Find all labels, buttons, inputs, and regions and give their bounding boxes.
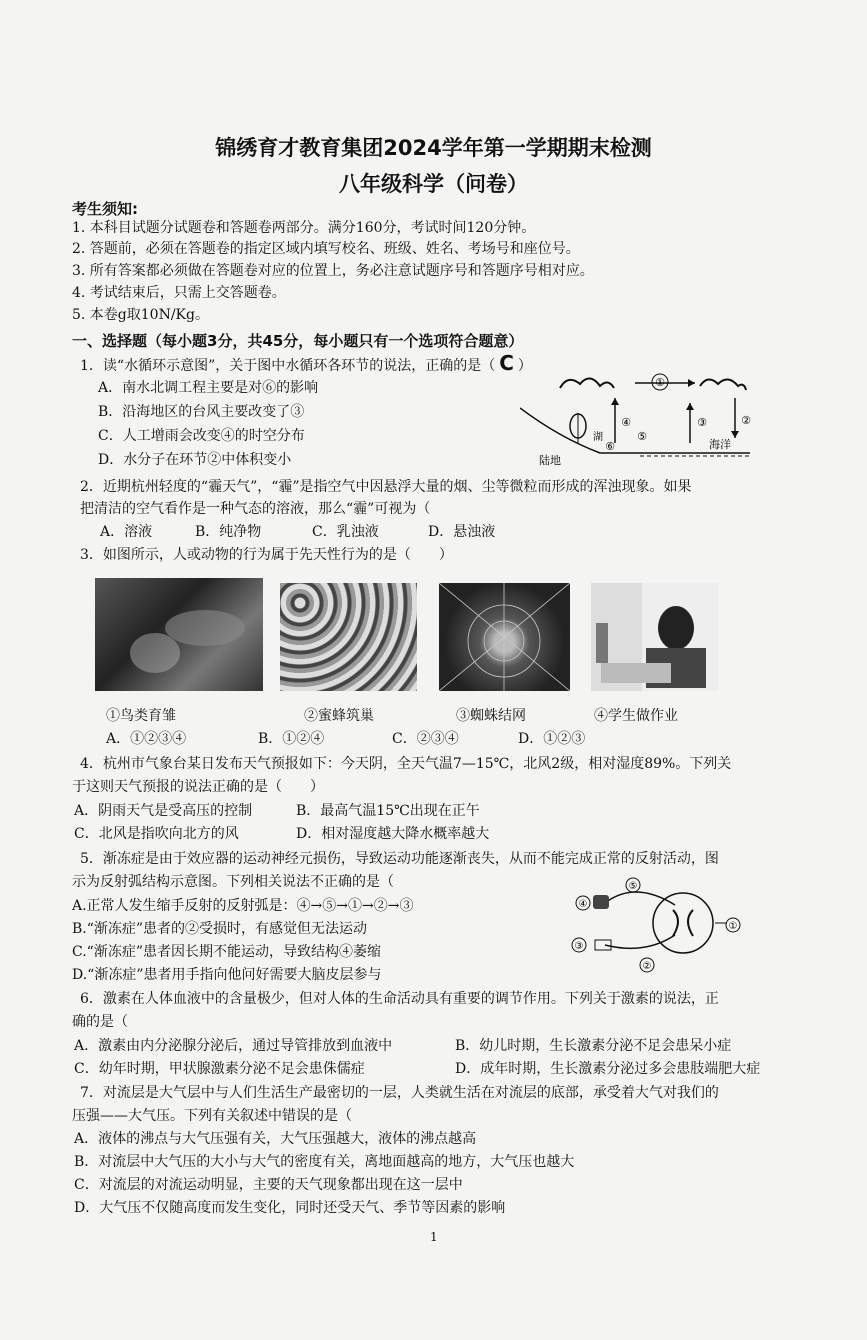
diagram-label: ④ [578, 899, 588, 910]
q1-option-c: C．人工增雨会改变④的时空分布 [98, 428, 305, 444]
bee-honeycomb-photo [280, 583, 417, 691]
page-title: 锦绣育才教育集团2024学年第一学期期末检测 [215, 136, 652, 160]
diagram-label: ③ [574, 941, 584, 952]
q3-option-c: C．②③④ [392, 731, 459, 747]
page-subtitle: 八年级科学（问卷） [339, 172, 528, 196]
q3-option-d: D．①②③ [518, 731, 586, 747]
diagram-label: ① [655, 376, 665, 389]
q5-option-c: C.“渐冻症”患者因长期不能运动，导致结构④萎缩 [72, 944, 381, 960]
page-number: 1 [430, 1230, 438, 1244]
q6-option-c: C．幼年时期，甲状腺激素分泌不足会患侏儒症 [74, 1061, 365, 1077]
q2-option-c: C．乳浊液 [312, 524, 379, 540]
notice-item: 4. 考试结束后，只需上交答题卷。 [72, 285, 286, 301]
diagram-label: ⑤ [628, 881, 638, 892]
q6-option-b: B．幼儿时期，生长激素分泌不足会患呆小症 [455, 1038, 732, 1054]
q7-option-a: A．液体的沸点与大气压强有关，大气压强越大，液体的沸点越高 [74, 1131, 477, 1147]
q3-caption: ①鸟类育雏 [106, 708, 176, 724]
q6-stem-line1: 6．激素在人体血液中的含量极少，但对人体的生命活动具有重要的调节作用。下列关于激素的说法，正 [80, 991, 719, 1007]
q4-option-b: B．最高气温15℃出现在正午 [296, 803, 480, 819]
q6-option-a: A．激素由内分泌腺分泌后，通过导管排放到血液中 [74, 1038, 393, 1054]
q2-option-a: A．溶液 [100, 524, 153, 540]
q3-caption: ③蜘蛛结网 [456, 708, 526, 724]
handwritten-answer: C [499, 351, 514, 375]
q5-option-b: B.“渐冻症”患者的②受损时，有感觉但无法运动 [72, 921, 368, 937]
water-cycle-diagram [520, 368, 760, 468]
diagram-label: 湖 [593, 432, 603, 443]
notice-item: 2. 答题前，必须在答题卷的指定区域内填写校名、班级、姓名、考场号和座位号。 [72, 241, 580, 257]
q5-stem-line2: 示为反射弧结构示意图。下列相关说法不正确的是（ [72, 874, 394, 890]
q2-option-d: D．悬浊液 [428, 524, 496, 540]
diagram-label: ① [728, 921, 738, 932]
q5-option-a: A.正常人发生缩手反射的反射弧是：④→⑤→①→②→③ [72, 898, 414, 914]
q6-option-d: D．成年时期，生长激素分泌过多会患肢端肥大症 [455, 1061, 761, 1077]
q4-option-c: C．北风是指吹向北方的风 [74, 826, 239, 842]
q7-stem-line2: 压强——大气压。下列有关叙述中错误的是（ [72, 1108, 352, 1124]
q4-option-a: A．阴雨天气是受高压的控制 [74, 803, 253, 819]
section-heading: 一、选择题（每小题3分，共45分，每小题只有一个选项符合题意） [72, 332, 524, 350]
notice-heading: 考生须知: [72, 200, 138, 218]
notice-item: 3. 所有答案都必须做在答题卷对应的位置上，务必注意试题序号和答题序号相对应。 [72, 263, 594, 279]
q4-stem-line2: 于这则天气预报的说法正确的是（ ） [72, 779, 324, 795]
bird-feeding-photo [95, 578, 263, 691]
q2-stem-line1: 2．近期杭州轻度的“霾天气”，“霾”是指空气中因悬浮大量的烟、尘等微粒而形成的浑浊现象。如果 [80, 479, 692, 495]
q2-stem-line2: 把清洁的空气看作是一种气态的溶液，那么“霾”可视为（ [80, 501, 431, 517]
diagram-label: 陆地 [539, 454, 561, 467]
diagram-label: ④ [621, 416, 631, 429]
q1-option-b: B．沿海地区的台风主要改变了③ [98, 404, 305, 420]
student-homework-photo [591, 583, 718, 691]
notice-item: 1. 本科目试题分试题卷和答题卷两部分。满分160分，考试时间120分钟。 [72, 220, 536, 236]
q4-stem-line1: 4．杭州市气象台某日发布天气预报如下：今天阴，全天气温7—15℃，北风2级，相对湿度89%。下列关 [80, 756, 732, 772]
q4-option-d: D．相对湿度越大降水概率越大 [296, 826, 490, 842]
diagram-label: ② [642, 961, 652, 972]
q5-option-d: D.“渐冻症”患者用手指向他问好需要大脑皮层参与 [72, 967, 382, 983]
q7-option-b: B．对流层中大气压的大小与大气的密度有关，离地面越高的地方，大气压也越大 [74, 1154, 575, 1170]
q1-option-d: D．水分子在环节②中体积变小 [98, 452, 292, 468]
q7-stem-line1: 7．对流层是大气层中与人们生活生产最密切的一层，人类就生活在对流层的底部，承受着大气对我们的 [80, 1085, 719, 1101]
q7-option-d: D．大气压不仅随高度而发生变化，同时还受天气、季节等因素的影响 [74, 1200, 506, 1216]
diagram-label: ③ [697, 416, 707, 429]
q7-option-c: C．对流层的对流运动明显，主要的天气现象都出现在这一层中 [74, 1177, 463, 1193]
q6-stem-line2: 确的是（ [72, 1014, 128, 1030]
notice-item: 5. 本卷g取10N/Kg。 [72, 307, 209, 323]
reflex-arc-diagram [565, 875, 745, 975]
q3-option-b: B．①②④ [258, 731, 325, 747]
q3-caption: ②蜜蜂筑巢 [304, 708, 374, 724]
diagram-label: 海洋 [709, 438, 731, 451]
diagram-label: ⑤ [637, 430, 647, 443]
diagram-label: ② [741, 414, 751, 427]
q1-option-a: A．南水北调工程主要是对⑥的影响 [98, 380, 319, 396]
q2-option-b: B．纯净物 [195, 524, 262, 540]
q3-caption: ④学生做作业 [594, 708, 678, 724]
q3-stem: 3．如图所示，人或动物的行为属于先天性行为的是（ ） [80, 547, 453, 563]
spider-web-photo [439, 583, 570, 691]
diagram-label: ⑥ [605, 440, 615, 453]
q5-stem-line1: 5．渐冻症是由于效应器的运动神经元损伤，导致运动功能逐渐丧失，从而不能完成正常的反射活动，图 [80, 851, 719, 867]
q3-option-a: A．①②③④ [106, 731, 187, 747]
q1-stem: 1．读“水循环示意图”，关于图中水循环各环节的说法，正确的是（ C ） [80, 351, 532, 375]
